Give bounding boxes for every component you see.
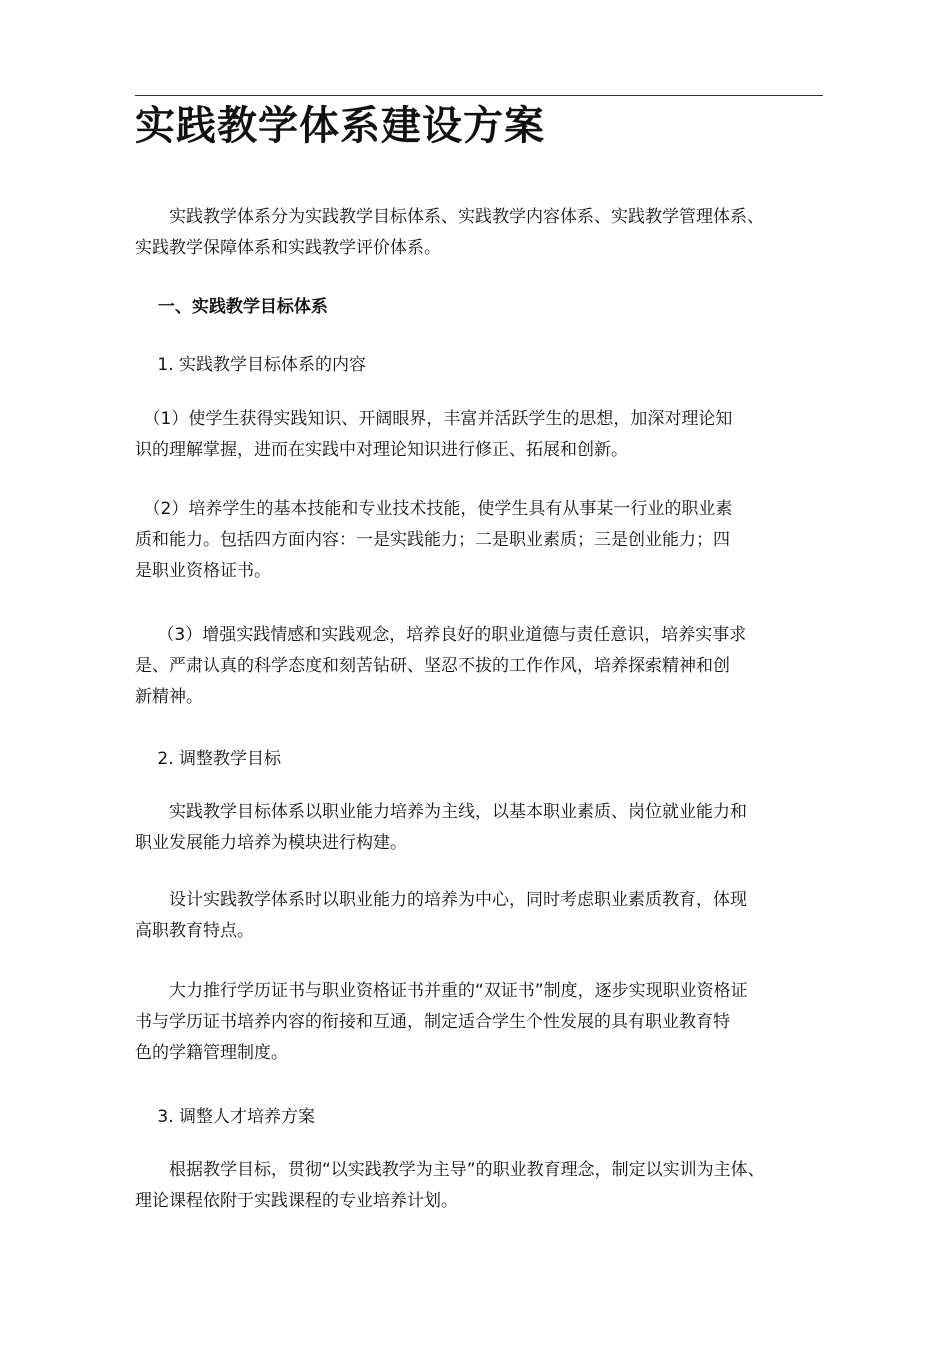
paragraph-3: 大力推行学历证书与职业资格证书并重的“双证书”制度，逐步实现职业资格证 书与学历证书培养内容的衔接和互通，制定适合学生个性发展的具有职业教育特 色的学籍管理制度。	[135, 981, 748, 1063]
header-rule	[135, 95, 823, 96]
list-item-1: （1）使学生获得实践知识、开阔眼界，丰富并活跃学生的思想，加深对理论知 识的理解掌握，进而在实践中对理论知识进行修正、拓展和创新。	[135, 409, 733, 460]
intro-paragraph: 实践教学体系分为实践教学目标体系、实践教学内容体系、实践教学管理体系、 实践教学保障体系和实践教学评价体系。	[135, 207, 764, 258]
list-item-2: （2）培养学生的基本技能和专业技术技能，使学生具有从事某一行业的职业素 质和能力。包括四方面内容：一是实践能力；二是职业素质；三是创业能力；四 是职业资格证书。	[135, 499, 733, 581]
document-title: 实践教学体系建设方案	[135, 103, 545, 149]
paragraph-1: 实践教学目标体系以职业能力培养为主线，以基本职业素质、岗位就业能力和 职业发展能力培养为模块进行构建。	[135, 802, 747, 853]
subsection-heading-3: 3. 调整人才培养方案	[135, 1107, 316, 1127]
section-heading-1: 一、实践教学目标体系	[135, 297, 328, 317]
subsection-heading-2: 2. 调整教学目标	[135, 749, 282, 769]
paragraph-4: 根据教学目标，贯彻“以实践教学为主导”的职业教育理念，制定以实训为主体、 理论课程依附于实践课程的专业培养计划。	[135, 1160, 765, 1211]
paragraph-2: 设计实践教学体系时以职业能力的培养为中心，同时考虑职业素质教育，体现 高职教育特点。	[135, 890, 747, 941]
subsection-heading-1: 1. 实践教学目标体系的内容	[135, 355, 367, 375]
list-item-3: （3）增强实践情感和实践观念，培养良好的职业道德与责任意识，培养实事求 是、严肃认真的科学态度和刻苦钻研、坚忍不拔的工作作风，培养探索精神和创 新精神。	[135, 625, 747, 707]
